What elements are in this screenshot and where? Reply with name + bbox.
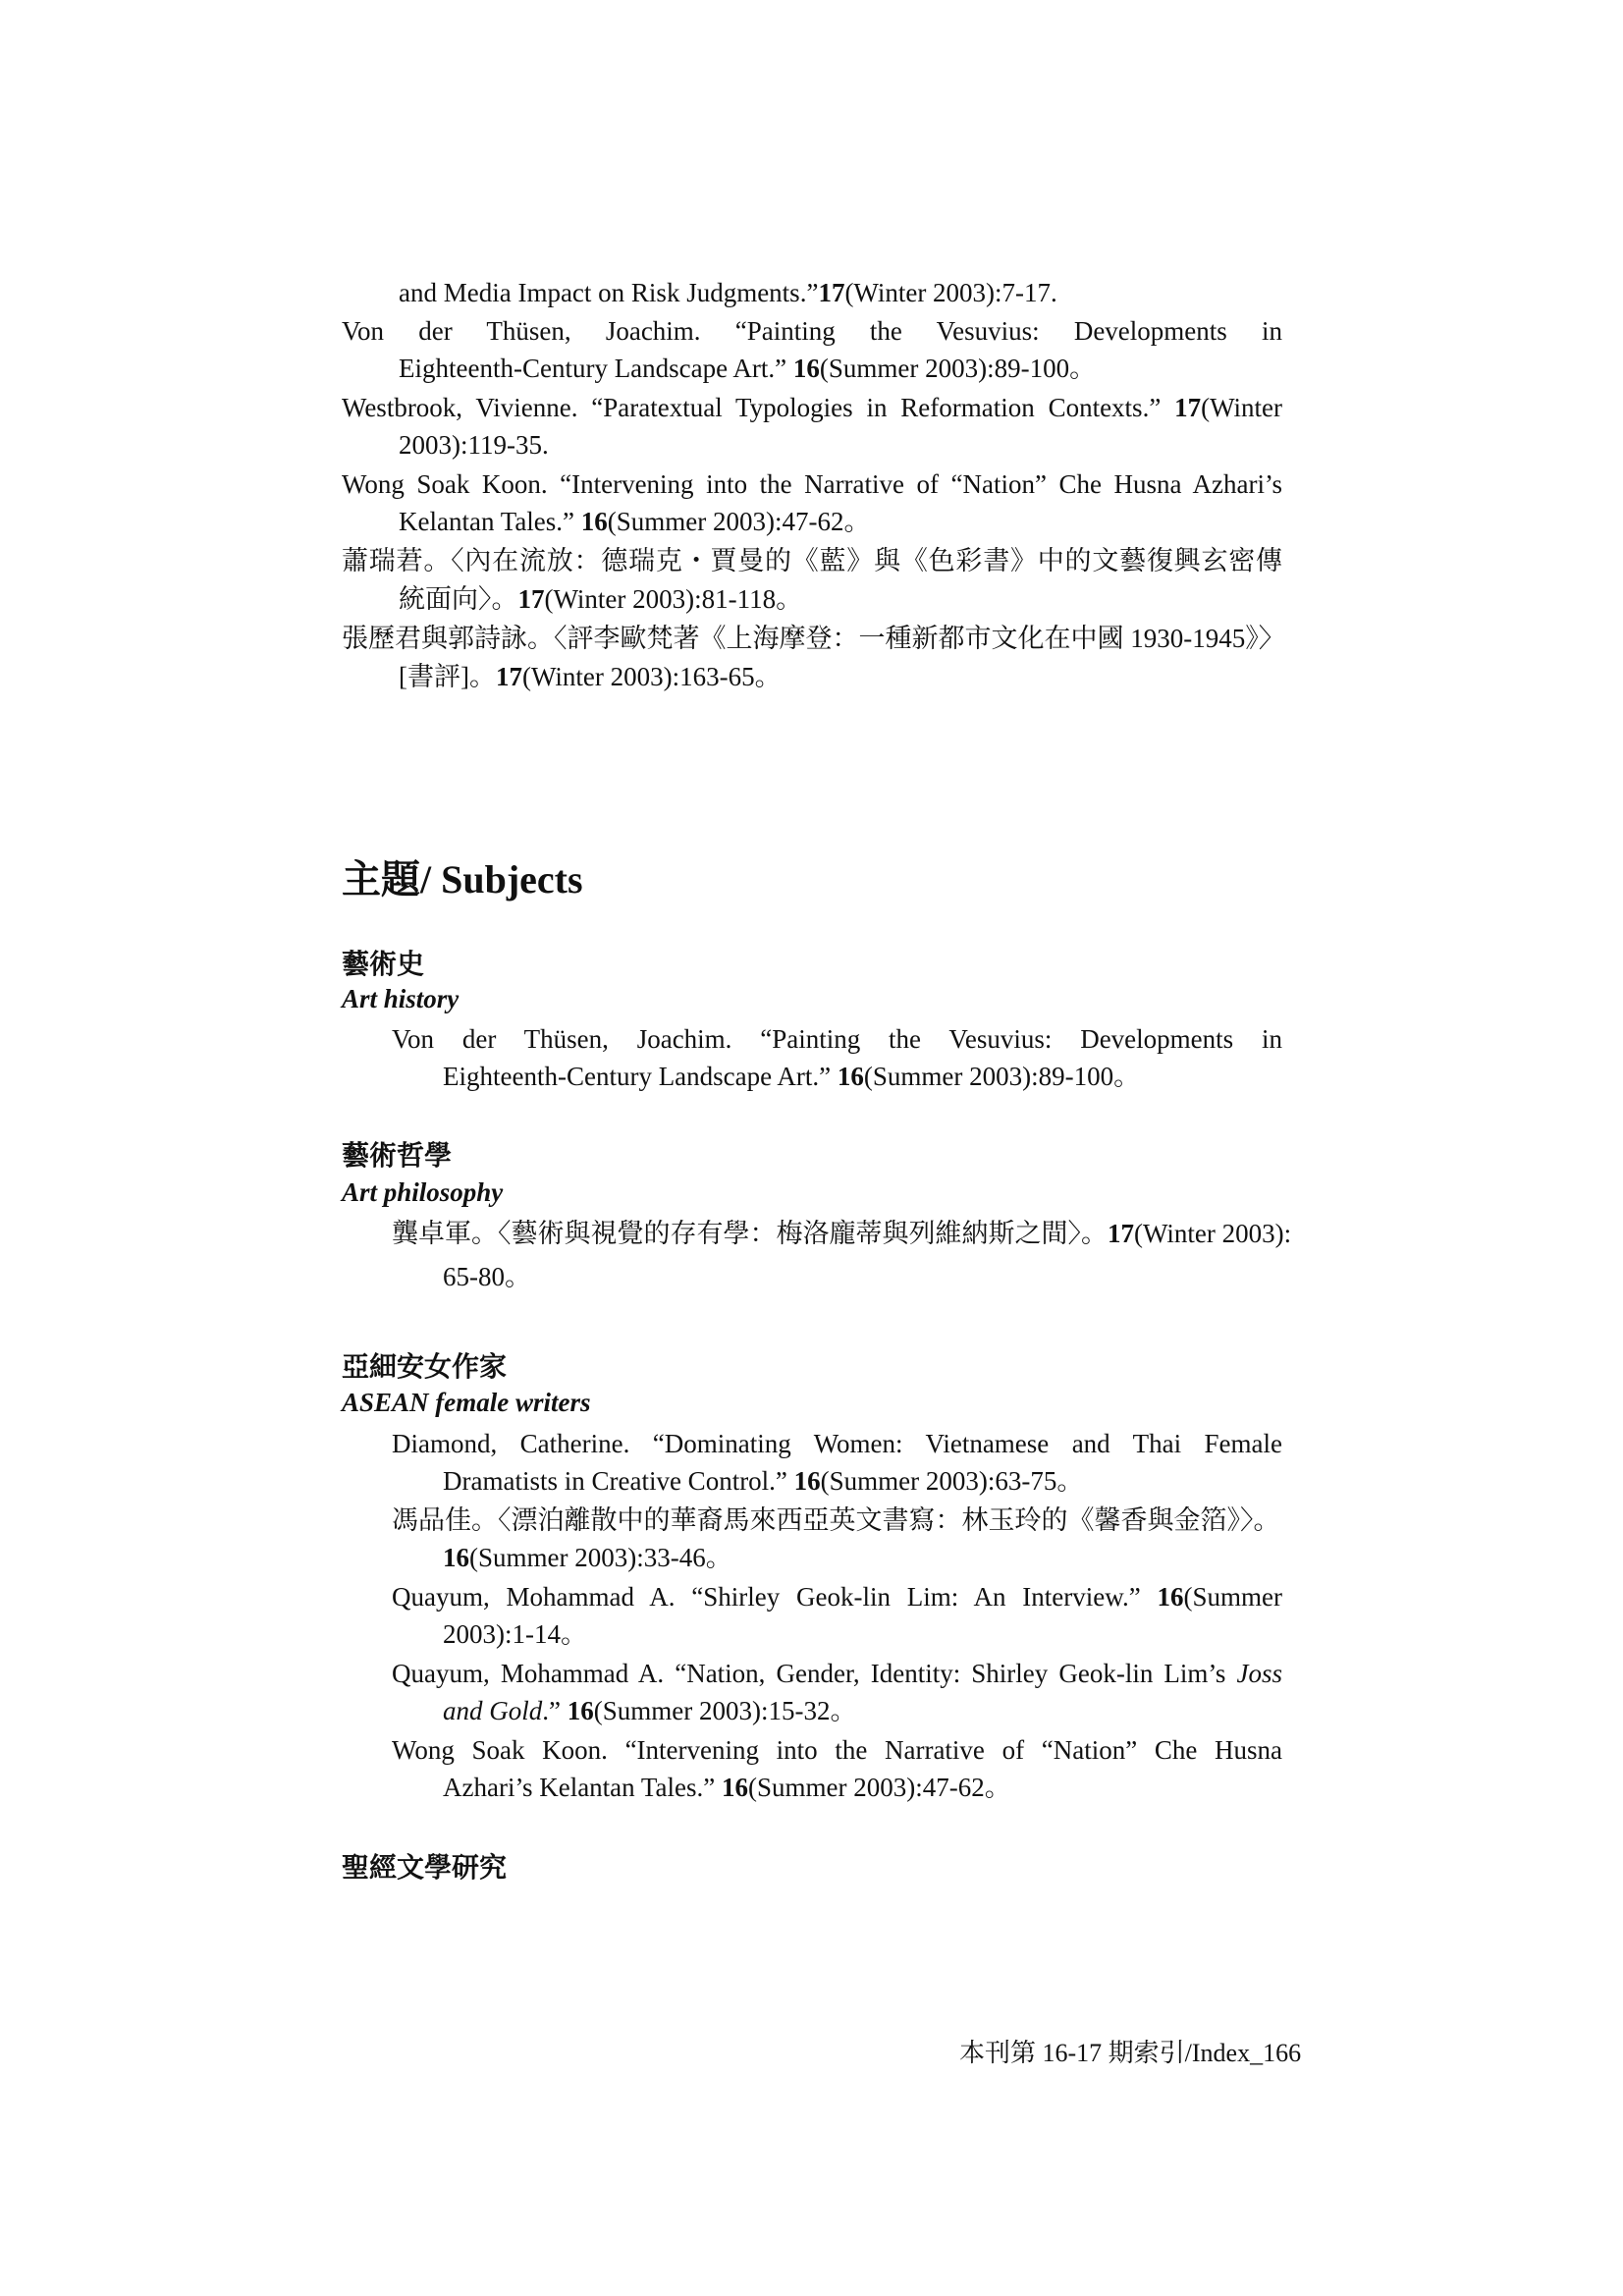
entry-line: Azhari’s Kelantan Tales.” 16(Summer 2003):47-62。 xyxy=(443,1773,1011,1802)
subject-heading-en: Art history xyxy=(342,984,460,1013)
entry-line: Eighteenth-Century Landscape Art.” 16(Summer 2003):89-100。 xyxy=(399,354,1097,383)
entry-line: 2003):119-35. xyxy=(399,430,549,460)
entry-line: 龔卓軍。〈藝術與視覺的存有學：梅洛龐蒂與列維納斯之間〉。17(Winter 2003): xyxy=(392,1219,1292,1248)
entry-line: and Gold.” 16(Summer 2003):15-32。 xyxy=(443,1696,857,1725)
entry-line: 16(Summer 2003):33-46。 xyxy=(443,1543,732,1572)
entry-line: and Media Impact on Risk Judgments.”17(Winter 2003):7-17. xyxy=(399,278,1057,307)
subject-heading-cjk: 藝術哲學 xyxy=(342,1139,453,1172)
entry-line: [書評]。17(Winter 2003):163-65。 xyxy=(399,662,782,691)
entry-line: Von der Thüsen, Joachim. “Painting the Vesuvius: Developments in xyxy=(342,316,1282,346)
subject-heading-cjk: 聖經文學研究 xyxy=(342,1851,508,1884)
entry-line: Eighteenth-Century Landscape Art.” 16(Summer 2003):89-100。 xyxy=(443,1062,1141,1091)
subject-heading-en: Art philosophy xyxy=(342,1177,504,1207)
entry-line: Quayum, Mohammad A. “Nation, Gender, Identity: Shirley Geok-lin Lim’s Joss xyxy=(392,1659,1282,1688)
subject-heading-en: ASEAN female writers xyxy=(342,1388,591,1417)
entry-line: 馮品佳。〈漂泊離散中的華裔馬來西亞英文書寫：林玉玲的《馨香與金箔》〉。 xyxy=(392,1505,1280,1535)
entry-line: 蕭瑞莙。〈內在流放：德瑞克・賈曼的《藍》與《色彩書》中的文藝復興玄密傳 xyxy=(342,546,1282,575)
subject-heading-cjk: 藝術史 xyxy=(342,948,425,980)
section-heading: 主題/ Subjects xyxy=(342,857,583,902)
subject-heading-cjk: 亞細安女作家 xyxy=(342,1350,508,1383)
entry-line: Wong Soak Koon. “Intervening into the Narrative of “Nation” Che Husna xyxy=(392,1735,1282,1765)
entry-line: Kelantan Tales.” 16(Summer 2003):47-62。 xyxy=(399,507,871,536)
entry-line: Dramatists in Creative Control.” 16(Summer 2003):63-75。 xyxy=(443,1466,1084,1496)
entry-line: Wong Soak Koon. “Intervening into the Narrative of “Nation” Che Husna Azhari’s xyxy=(342,469,1282,499)
entry-line: 65-80。 xyxy=(443,1262,531,1291)
entry-line: 2003):1-14。 xyxy=(443,1619,587,1649)
entry-line: Westbrook, Vivienne. “Paratextual Typologies in Reformation Contexts.” 17(Winter xyxy=(342,393,1282,422)
entry-line: Quayum, Mohammad A. “Shirley Geok-lin Lim: An Interview.” 16(Summer xyxy=(392,1582,1282,1612)
entry-line: Diamond, Catherine. “Dominating Women: Vietnamese and Thai Female xyxy=(392,1429,1282,1458)
entry-line: 統面向〉。17(Winter 2003):81-118。 xyxy=(399,584,803,614)
page-footer: 本刊第 16-17 期索引/Index_166 xyxy=(959,2039,1302,2067)
entry-line: 張歷君與郭詩詠。〈評李歐梵著《上海摩登：一種新都市文化在中國 1930-1945》〉 xyxy=(342,624,1285,653)
entry-line: Von der Thüsen, Joachim. “Painting the Vesuvius: Developments in xyxy=(392,1024,1282,1054)
